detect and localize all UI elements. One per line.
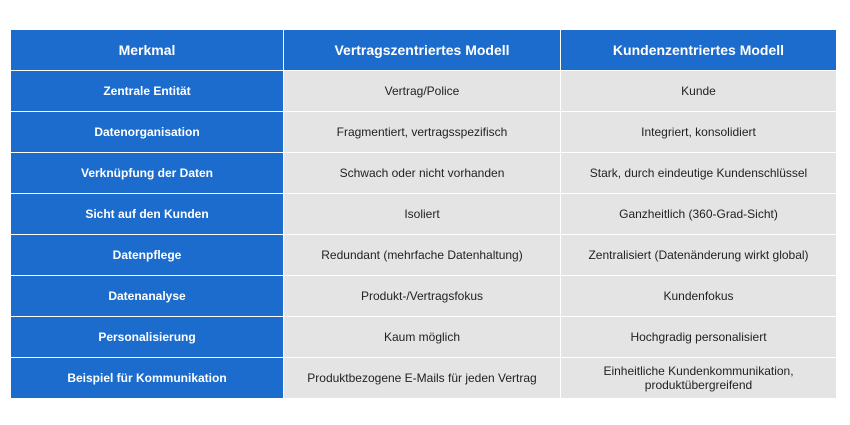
row-label: Sicht auf den Kunden bbox=[11, 194, 283, 234]
contract-model-cell: Produktbezogene E-Mails für jeden Vertrag bbox=[284, 358, 560, 398]
customer-model-cell: Ganzheitlich (360-Grad-Sicht) bbox=[561, 194, 836, 234]
customer-model-cell: Stark, durch eindeutige Kundenschlüssel bbox=[561, 153, 836, 193]
customer-model-cell: Hochgradig personalisiert bbox=[561, 317, 836, 357]
customer-model-cell: Kundenfokus bbox=[561, 276, 836, 316]
row-label: Datenanalyse bbox=[11, 276, 283, 316]
customer-model-cell: Einheitliche Kundenkommunikation, produktübergreifend bbox=[561, 358, 836, 398]
customer-model-cell: Zentralisiert (Datenänderung wirkt global) bbox=[561, 235, 836, 275]
contract-model-cell: Produkt-/Vertragsfokus bbox=[284, 276, 560, 316]
contract-model-cell: Isoliert bbox=[284, 194, 560, 234]
contract-model-cell: Kaum möglich bbox=[284, 317, 560, 357]
contract-model-cell: Vertrag/Police bbox=[284, 71, 560, 111]
column-header-customer-model: Kundenzentriertes Modell bbox=[561, 30, 836, 70]
row-label: Datenpflege bbox=[11, 235, 283, 275]
row-label: Verknüpfung der Daten bbox=[11, 153, 283, 193]
contract-model-cell: Fragmentiert, vertragsspezifisch bbox=[284, 112, 560, 152]
row-label: Zentrale Entität bbox=[11, 71, 283, 111]
column-header-contract-model: Vertragszentriertes Modell bbox=[284, 30, 560, 70]
column-header-feature: Merkmal bbox=[11, 30, 283, 70]
contract-model-cell: Redundant (mehrfache Datenhaltung) bbox=[284, 235, 560, 275]
customer-model-cell: Kunde bbox=[561, 71, 836, 111]
contract-model-cell: Schwach oder nicht vorhanden bbox=[284, 153, 560, 193]
customer-model-cell: Integriert, konsolidiert bbox=[561, 112, 836, 152]
row-label: Beispiel für Kommunikation bbox=[11, 358, 283, 398]
row-label: Personalisierung bbox=[11, 317, 283, 357]
comparison-table bbox=[11, 30, 836, 398]
row-label: Datenorganisation bbox=[11, 112, 283, 152]
